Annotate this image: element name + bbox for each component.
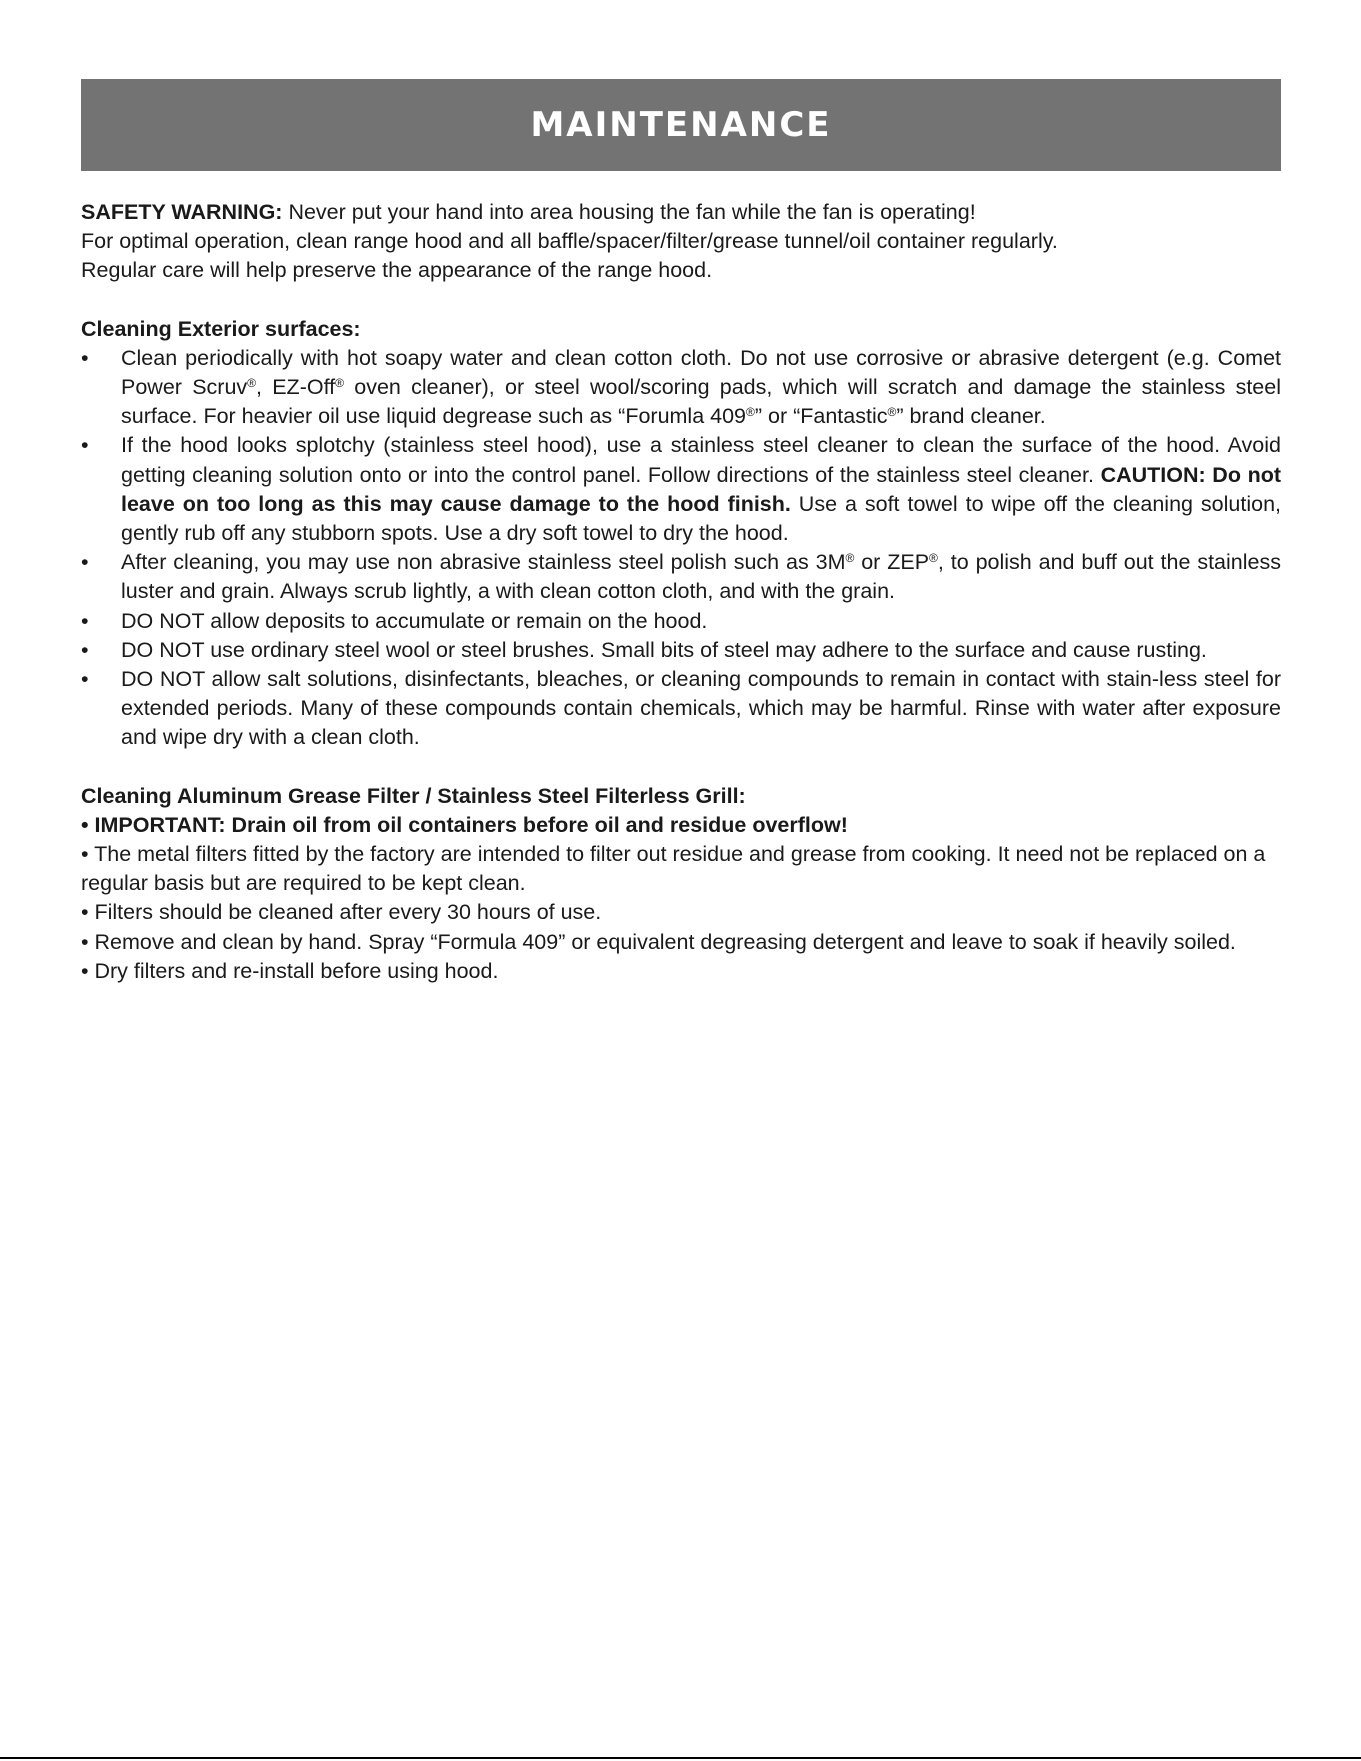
intro-block	[81, 198, 1281, 286]
intro-line-3: Regular care will help preserve the appearance of the range hood.	[81, 258, 713, 283]
list-item: • If the hood looks splotchy (stainless steel hood), use a stainless steel cleaner to clean the surface of the hood. Avoid getting cleaning solution onto or into the control panel. Follow directions of the stainless steel cleaner. CAUTION: Do not leave on too long as this may cause damage to the hood finish. Use a soft towel to wipe off the cleaning solution, gently rub off any stubborn spots. Use a dry soft towel to dry the hood.	[81, 433, 1281, 546]
page-bottom-divider	[0, 1757, 1361, 1759]
bullet-icon: •	[81, 637, 89, 662]
registered-mark: ®	[887, 405, 897, 420]
section-banner	[81, 79, 1281, 171]
page-title: MAINTENANCE	[530, 105, 832, 145]
caution-text: CAUTION: Do not leave on too long as this may cause damage to the hood finish.	[121, 462, 1281, 516]
list-item: • DO NOT allow salt solutions, disinfectants, bleaches, or cleaning compounds to remain in contact with stain-less steel for extended periods. Many of these compounds contain chemicals, which may be harmful. Rinse with water after exposure and wipe dry with a clean cloth.	[81, 667, 1281, 750]
list-item: • DO NOT use ordinary steel wool or steel brushes. Small bits of steel may adhere to the surface and cause rusting.	[81, 636, 1281, 665]
manual-page	[81, 79, 1281, 986]
bullet-icon: •	[81, 433, 89, 458]
exterior-heading: Cleaning Exterior surfaces:	[81, 316, 361, 341]
bullet-icon: •	[81, 667, 89, 692]
registered-mark: ®	[746, 405, 755, 420]
exterior-list	[81, 344, 1281, 753]
filter-line-4: • Dry filters and re-install before using hood.	[81, 958, 499, 983]
registered-mark: ®	[845, 551, 855, 566]
safety-warning-text: Never put your hand into area housing the fan while the fan is operating!	[282, 200, 976, 224]
list-item: • After cleaning, you may use non abrasive stainless steel polish such as 3M® or ZEP®, to polish and buff out the stainless luster and grain. Always scrub lightly, a with clean cotton cloth, and with the grain.	[81, 550, 1281, 604]
bullet-icon: •	[81, 550, 89, 575]
bullet-icon: •	[81, 608, 89, 633]
safety-warning-label: SAFETY WARNING:	[81, 200, 283, 224]
list-item: • DO NOT allow deposits to accumulate or remain on the hood.	[81, 607, 1281, 636]
registered-mark: ®	[335, 376, 344, 391]
filter-line-3: • Remove and clean by hand. Spray “Formula 409” or equivalent degreasing detergent and leave to soak if heavily soiled.	[81, 929, 1236, 954]
filter-line-1: • The metal filters fitted by the factory are intended to filter out residue and grease from cooking. It need not be replaced on a regular basis but are required to be kept clean.	[81, 842, 1266, 896]
list-item: • Clean periodically with hot soapy water and clean cotton cloth. Do not use corrosive or abrasive detergent (e.g. Comet Power Scruv®, EZ-Off® oven cleaner), or steel wool/scoring pads, which will scratch and damage the stainless steel surface. For heavier oil use liquid degrease such as “Forumla 409®” or “Fantastic®” brand cleaner.	[81, 345, 1281, 429]
exterior-section	[81, 315, 1281, 753]
filter-section	[81, 782, 1281, 986]
registered-mark: ®	[247, 376, 256, 391]
registered-mark: ®	[929, 551, 938, 566]
bullet-icon: •	[81, 345, 89, 370]
important-note: • IMPORTANT: Drain oil from oil containers before oil and residue overflow!	[81, 812, 848, 837]
safety-warning	[81, 198, 1281, 227]
filter-heading: Cleaning Aluminum Grease Filter / Stainless Steel Filterless Grill:	[81, 783, 746, 808]
filter-line-2: • Filters should be cleaned after every 30 hours of use.	[81, 900, 602, 925]
intro-line-2: For optimal operation, clean range hood and all baffle/spacer/filter/grease tunnel/oil container regularly.	[81, 229, 1058, 254]
